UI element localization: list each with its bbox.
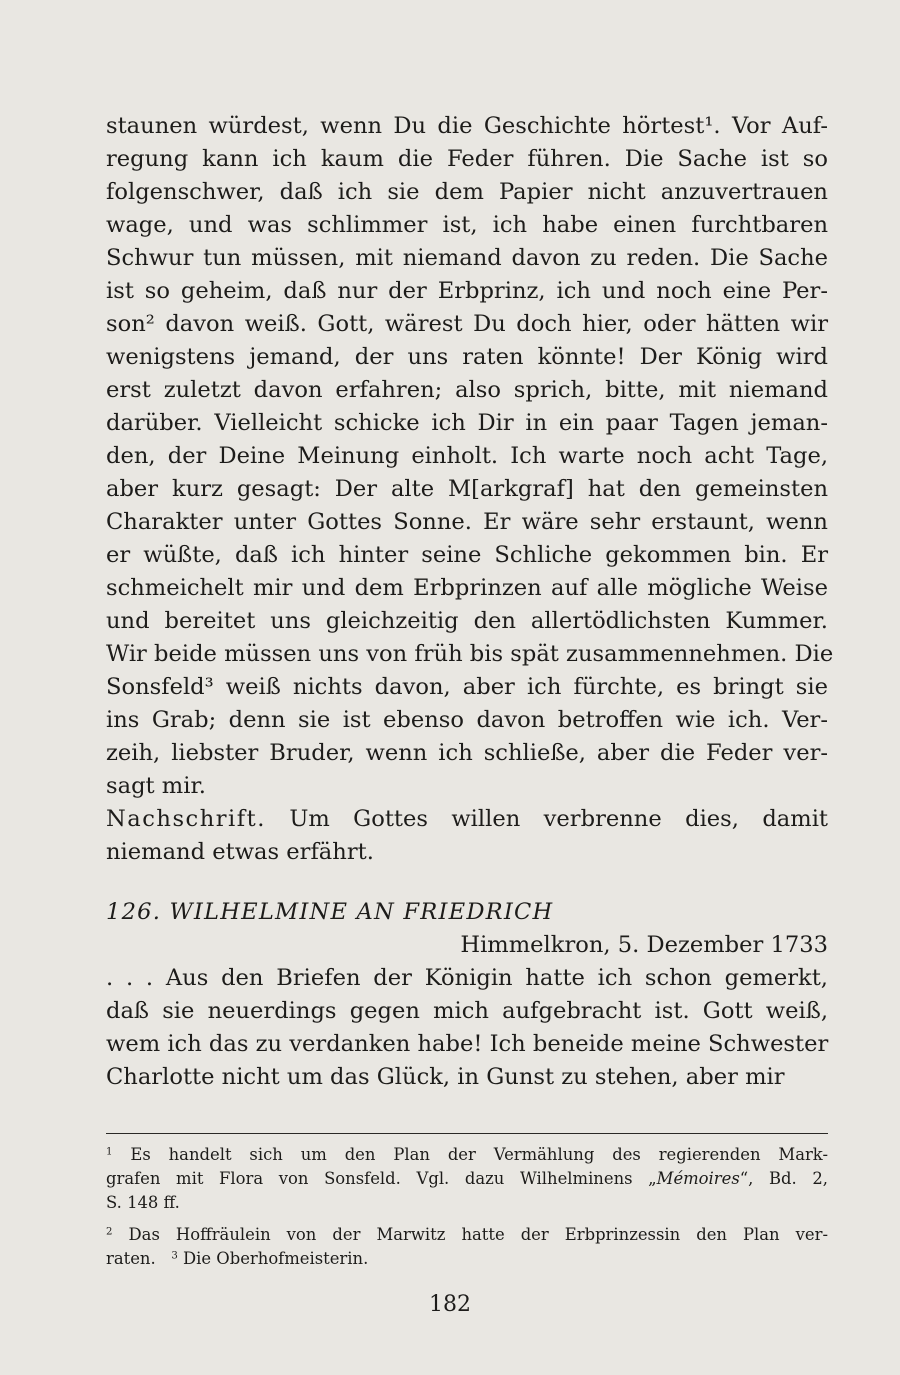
body-line: wenigstens jemand, der uns raten könnte! Der König wird [106, 344, 828, 370]
body-line: staunen würdest, wenn Du die Geschichte hörtest¹. Vor Auf- [106, 113, 828, 139]
letter-line: daß sie neuerdings gegen mich aufgebracht ist. Gott weiß, [106, 998, 828, 1024]
letter-line: Charlotte nicht um das Glück, in Gunst zu stehen, aber mir [106, 1064, 785, 1090]
body-text [106, 110, 834, 803]
place-date: Himmelkron, 5. Dezember 1733 [460, 932, 828, 958]
footnote-2 [106, 1223, 828, 1247]
footnotes [106, 1143, 828, 1271]
body-line: aber kurz gesagt: Der alte M[arkgraf] hat den gemeinsten [106, 476, 828, 502]
postscript-line [106, 803, 828, 836]
letter-line: wem ich das zu verdanken habe! Ich beneide meine Schwester [106, 1031, 829, 1057]
footnote-1-line [106, 1167, 828, 1191]
footnote-text: “, Bd. 2, [739, 1169, 828, 1188]
body-line: Sonsfeld³ weiß nichts davon, aber ich fürchte, es bringt sie [106, 674, 828, 700]
footnote-2-line [106, 1247, 828, 1271]
letter-text [106, 962, 828, 1094]
body-line: sagt mir. [106, 773, 206, 799]
postscript-label: Nachschrift. [106, 806, 266, 832]
postscript-text: Um Gottes willen verbrenne dies, damit [289, 806, 829, 832]
page-number: 182 [429, 1292, 471, 1317]
footnote-text: grafen mit Flora von Sonsfeld. Vgl. dazu Wilhelminens „ [106, 1169, 657, 1188]
body-line: son² davon weiß. Gott, wärest Du doch hier, oder hätten wir [106, 311, 828, 337]
footnote-rule [106, 1133, 828, 1134]
letter-heading: 126. WILHELMINE AN FRIEDRICH [106, 899, 554, 925]
body-line: und bereitet uns gleichzeitig den allertödlichsten Kummer. [106, 608, 828, 634]
body-line: ins Grab; denn sie ist ebenso davon betroffen wie ich. Ver- [106, 707, 828, 733]
footnote-text: Das Hoffräulein von der Marwitz hatte der Erbprinzessin den Plan ver- [128, 1225, 828, 1244]
body-line: regung kann ich kaum die Feder führen. Die Sache ist so [106, 146, 828, 172]
footnote-mark: 1 [106, 1146, 113, 1158]
footnote-1 [106, 1143, 828, 1167]
postscript-line: niemand etwas erfährt. [106, 839, 374, 865]
body-line: Charakter unter Gottes Sonne. Er wäre sehr erstaunt, wenn [106, 509, 828, 535]
body-line: schmeichelt mir und dem Erbprinzen auf alle mögliche Weise [106, 575, 828, 601]
body-line: ist so geheim, daß nur der Erbprinz, ich und noch eine Per- [106, 278, 828, 304]
footnote-mark: 3 [171, 1250, 178, 1262]
body-line: den, der Deine Meinung einholt. Ich warte noch acht Tage, [106, 443, 828, 469]
letter-line: . . . Aus den Briefen der Königin hatte ich schon gemerkt, [106, 965, 828, 991]
body-line: wage, und was schlimmer ist, ich habe einen furchtbaren [106, 212, 828, 238]
footnote-text: Es handelt sich um den Plan der Vermählung des regierenden Mark- [130, 1145, 828, 1164]
footnote-text: raten. [106, 1249, 156, 1268]
footnote-1-line: S. 148 ff. [106, 1193, 180, 1212]
body-line: Schwur tun müssen, mit niemand davon zu reden. Die Sache [106, 245, 828, 271]
body-line: erst zuletzt davon erfahren; also sprich, bitte, mit niemand [106, 377, 828, 403]
body-line: Wir beide müssen uns von früh bis spät zusammennehmen. Die [106, 641, 834, 667]
footnote-3: Die Oberhofmeisterin. [183, 1249, 369, 1268]
footnote-title: Mémoires [656, 1169, 740, 1188]
main-text [106, 110, 834, 1094]
footnote-mark: 2 [106, 1226, 113, 1238]
body-line: er wüßte, daß ich hinter seine Schliche gekommen bin. Er [106, 542, 828, 568]
body-line: folgenschwer, daß ich sie dem Papier nicht anzuvertrauen [106, 179, 828, 205]
body-line: darüber. Vielleicht schicke ich Dir in ein paar Tagen jeman- [106, 410, 828, 436]
body-line: zeih, liebster Bruder, wenn ich schließe, aber die Feder ver- [106, 740, 828, 766]
